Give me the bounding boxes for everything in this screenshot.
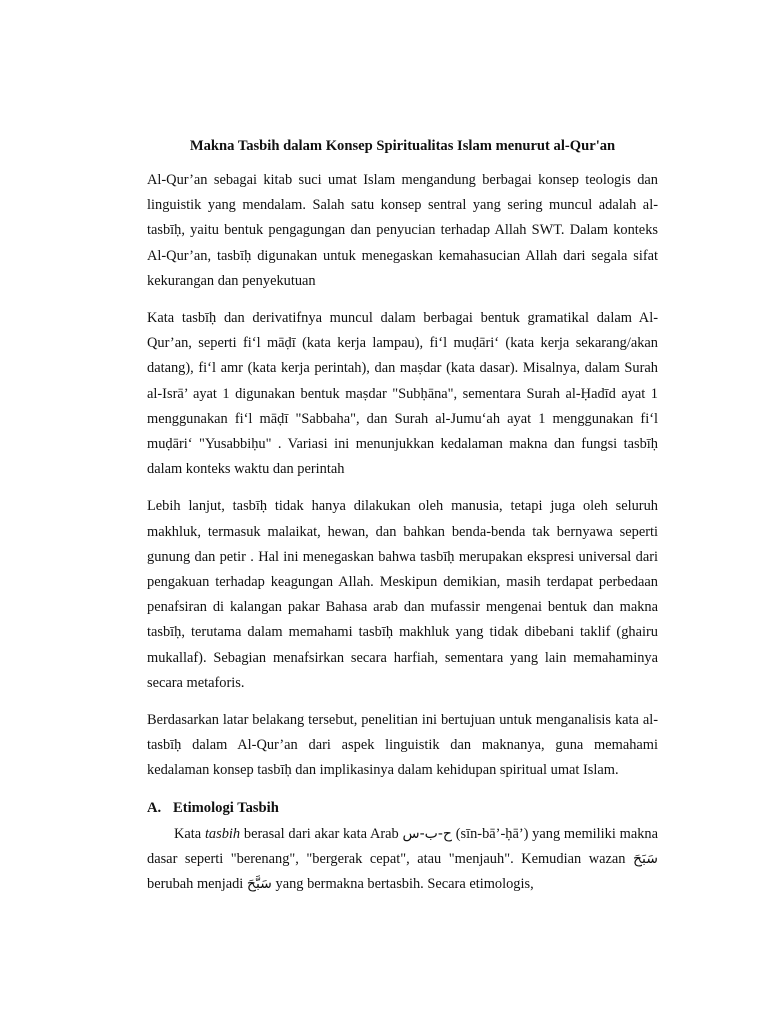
arabic-wazan-sabbaha: سَبَّحَ — [246, 876, 272, 893]
section-title: Etimologi Tasbih — [173, 799, 279, 816]
paragraph-research-goal: Berdasarkan latar belakang tersebut, penelitian ini bertujuan untuk menganalisis kata al-tasbīḥ dalam Al-Qur’an dari aspek linguistik dan maknanya, guna memahami kedalaman konsep tasbīḥ dan implikasinya dalam kehidupan spiritual umat Islam. — [147, 712, 658, 779]
text-kata: Kata — [174, 825, 202, 842]
section-heading-etimologi — [147, 798, 658, 818]
paragraph-etimologi — [147, 822, 658, 898]
text-part1: berasal dari akar kata Arab — [243, 825, 399, 842]
text-tasbih-italic: tasbih — [204, 825, 241, 842]
arabic-wazan-sabaha: سَبَحَ — [633, 850, 658, 867]
section-number: A. — [147, 799, 162, 816]
paragraph-universal-tasbih: Lebih lanjut, tasbīḥ tidak hanya dilakukan oleh manusia, tetapi juga oleh seluruh makhluk, termasuk malaikat, hewan, dan bahkan benda-benda tak bernyawa seperti gunung dan petir . Hal ini menegaskan bahwa tasbīḥ merupakan ekspresi universal dari pengakuan terhadap keagungan Allah. Meskipun demikian, masih terdapat perbedaan penafsiran di kalangan pakar Bahasa arab dan mufassir mengenai bentuk dan makna tasbīḥ, terutama dalam memahami tasbīḥ makhluk yang tidak dibebani taklif (ghairu mukallaf). Sebagian menafsirkan secara harfiah, sementara yang lain memahaminya secara metaforis. — [147, 498, 658, 691]
text-part4: yang bermakna bertasbih. Secara etimologis, — [275, 876, 534, 893]
document-body — [147, 136, 658, 897]
document-title: Makna Tasbih dalam Konsep Spiritualitas Islam menurut al-Qur'an — [189, 138, 616, 154]
arabic-root: ح-ب-س — [402, 825, 452, 842]
text-part3: berubah menjadi — [147, 876, 244, 893]
paragraph-intro: Al-Qur’an sebagai kitab suci umat Islam mengandung berbagai konsep teologis dan linguistik yang mendalam. Salah satu konsep sentral yang sering muncul adalah al-tasbīḥ, yaitu bentuk pengagungan dan penyucian terhadap Allah SWT. Dalam konteks Al-Qur’an, tasbīḥ digunakan untuk menegaskan kemahasucian Allah dari segala sifat kekurangan dan penyekutuan — [147, 172, 658, 289]
text-part2: (sīn-bā’-ḥā’) yang memiliki makna dasar seperti "berenang", "bergerak cepat", atau "menjauh". Kemudian wazan — [147, 825, 658, 867]
paragraph-derivatives: Kata tasbīḥ dan derivatifnya muncul dalam berbagai bentuk gramatikal dalam Al-Qur’an, seperti fi‘l māḍī (kata kerja lampau), fi‘l muḍāri‘ (kata kerja sekarang/akan datang), fi‘l amr (kata kerja perintah), dan maṣdar (kata dasar). Misalnya, dalam Surah al-Isrā’ ayat 1 digunakan bentuk maṣdar "Subḥāna", sementara Surah al-Ḥadīd ayat 1 menggunakan fi‘l māḍī "Sabbaha", dan Surah al-Jumu‘ah ayat 1 menggunakan fi‘l muḍāri‘ "Yusabbiḥu" . Variasi ini menunjukkan kedalaman makna dan fungsi tasbīḥ dalam konteks waktu dan perintah — [147, 310, 658, 478]
